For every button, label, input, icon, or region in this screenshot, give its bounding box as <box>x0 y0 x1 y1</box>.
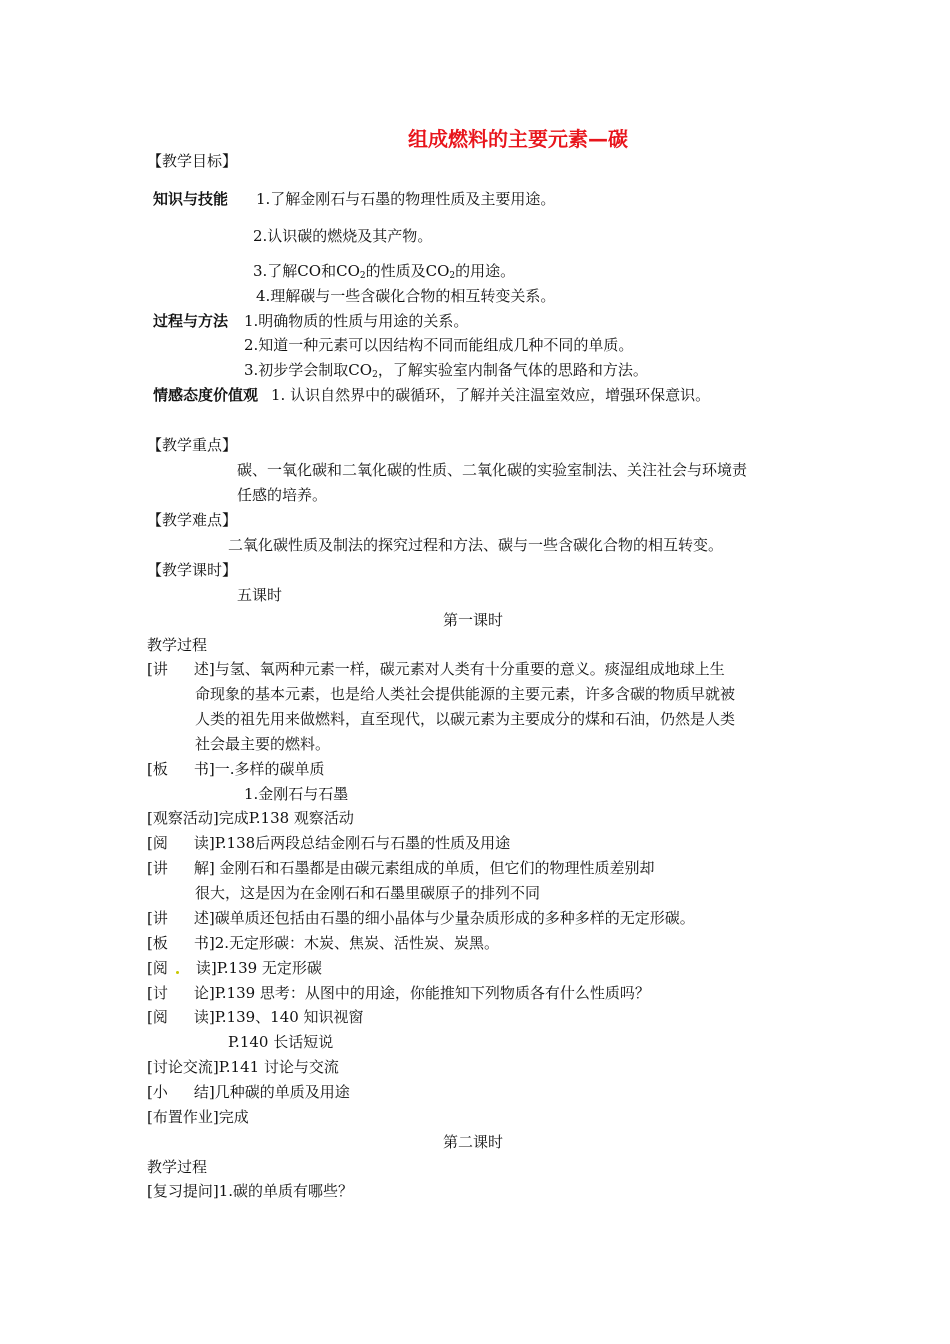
emotion-item-1: 1. 认识自然界中的碳循环，了解并关注温室效应，增强环保意识。 <box>271 386 711 404</box>
process-item-1: 1.明确物质的性质与用途的关系。 <box>244 312 469 330</box>
lecture-2: [讲 述]碳单质还包括由石墨的细小晶体与少量杂质形成的多种多样的无定形碳。 <box>147 909 695 927</box>
lesson1-process: 教学过程 <box>147 636 208 654</box>
process-item-2: 2.知道一种元素可以因结构不同而能组成几种不同的单质。 <box>244 336 634 354</box>
read-2: [阅 读]P.139 无定形碳 <box>147 959 322 977</box>
lecture-1: [讲 述]与氢、氧两种元素一样，碳元素对人类有十分重要的意义。痰湿组成地球上生 <box>147 660 725 678</box>
explain-1: [讲 解] 金刚石和石墨都是由碳元素组成的单质，但它们的物理性质差别却 <box>147 859 655 877</box>
knowledge-item-4: 4.理解碳与一些含碳化合物的相互转变关系。 <box>256 287 556 305</box>
process-item-3: 3.初步学会制取$CO_2$，了解实验室内制备气体的思路和方法。 <box>244 361 648 380</box>
summary-1: [小 结]几种碳的单质及用途 <box>147 1083 350 1101</box>
lesson2-process: 教学过程 <box>147 1158 208 1176</box>
key-points-heading: 【教学重点】 <box>147 436 238 454</box>
difficulties-heading: 【教学难点】 <box>147 511 238 529</box>
board-1-sub: 1.金刚石与石墨 <box>244 785 349 803</box>
read-1: [阅 读]P.138后两段总结金刚石与石墨的性质及用途 <box>147 834 511 852</box>
hours-value: 五课时 <box>237 586 283 604</box>
lecture-1-line-2: 命现象的基本元素，也是给人类社会提供能源的主要元素，许多含碳的物质早就被 <box>195 685 736 703</box>
page-title: 组成燃料的主要元素—碳 <box>408 127 628 151</box>
discuss-1: [讨 论]P.139 思考：从图中的用途，你能推知下列物质各有什么性质吗？ <box>147 984 650 1002</box>
board-1: [板 书]一.多样的碳单质 <box>147 760 325 778</box>
lecture-1-line-3: 人类的祖先用来做燃料，直至现代，以碳元素为主要成分的煤和石油，仍然是人类 <box>195 710 736 728</box>
process-methods-label: 过程与方法 <box>153 312 229 330</box>
hours-heading: 【教学课时】 <box>147 561 238 579</box>
explain-1-line-2: 很大，这是因为在金刚石和石墨里碳原子的排列不同 <box>195 884 541 902</box>
key-points-line-2: 任感的培养。 <box>237 486 328 504</box>
knowledge-skills-label: 知识与技能 <box>153 190 229 208</box>
knowledge-item-3: 3.了解CO和$CO_2$的性质及$CO_2$的用途。 <box>253 262 516 281</box>
board-2: [板 书]2.无定形碳：木炭、焦炭、活性炭、炭黑。 <box>147 934 500 952</box>
homework-1: [布置作业]完成 <box>147 1108 249 1126</box>
read-3: [阅 读]P.139、140 知识视窗 <box>147 1008 364 1026</box>
lesson1-title: 第一课时 <box>443 611 504 629</box>
review-question: [复习提问]1.碳的单质有哪些？ <box>147 1182 354 1200</box>
stray-mark <box>176 971 179 974</box>
lesson2-title: 第二课时 <box>443 1133 504 1151</box>
knowledge-item-1: 1.了解金刚石与石墨的物理性质及主要用途。 <box>256 190 556 208</box>
key-points-line-1: 碳、一氧化碳和二氧化碳的性质、二氧化碳的实验室制法、关注社会与环境责 <box>237 461 748 479</box>
read-3-line-2: P.140 长话短说 <box>228 1033 334 1051</box>
emotion-values-label: 情感态度价值观 <box>153 386 259 404</box>
difficulties-line-1: 二氧化碳性质及制法的探究过程和方法、碳与一些含碳化合物的相互转变。 <box>228 536 724 554</box>
knowledge-item-2: 2.认识碳的燃烧及其产物。 <box>253 227 433 245</box>
observe-activity: [观察活动]完成P.138 观察活动 <box>147 809 354 827</box>
lecture-1-line-4: 社会最主要的燃料。 <box>195 735 331 753</box>
objectives-heading: 【教学目标】 <box>147 152 238 170</box>
discussion-exchange: [讨论交流]P.141 讨论与交流 <box>147 1058 339 1076</box>
